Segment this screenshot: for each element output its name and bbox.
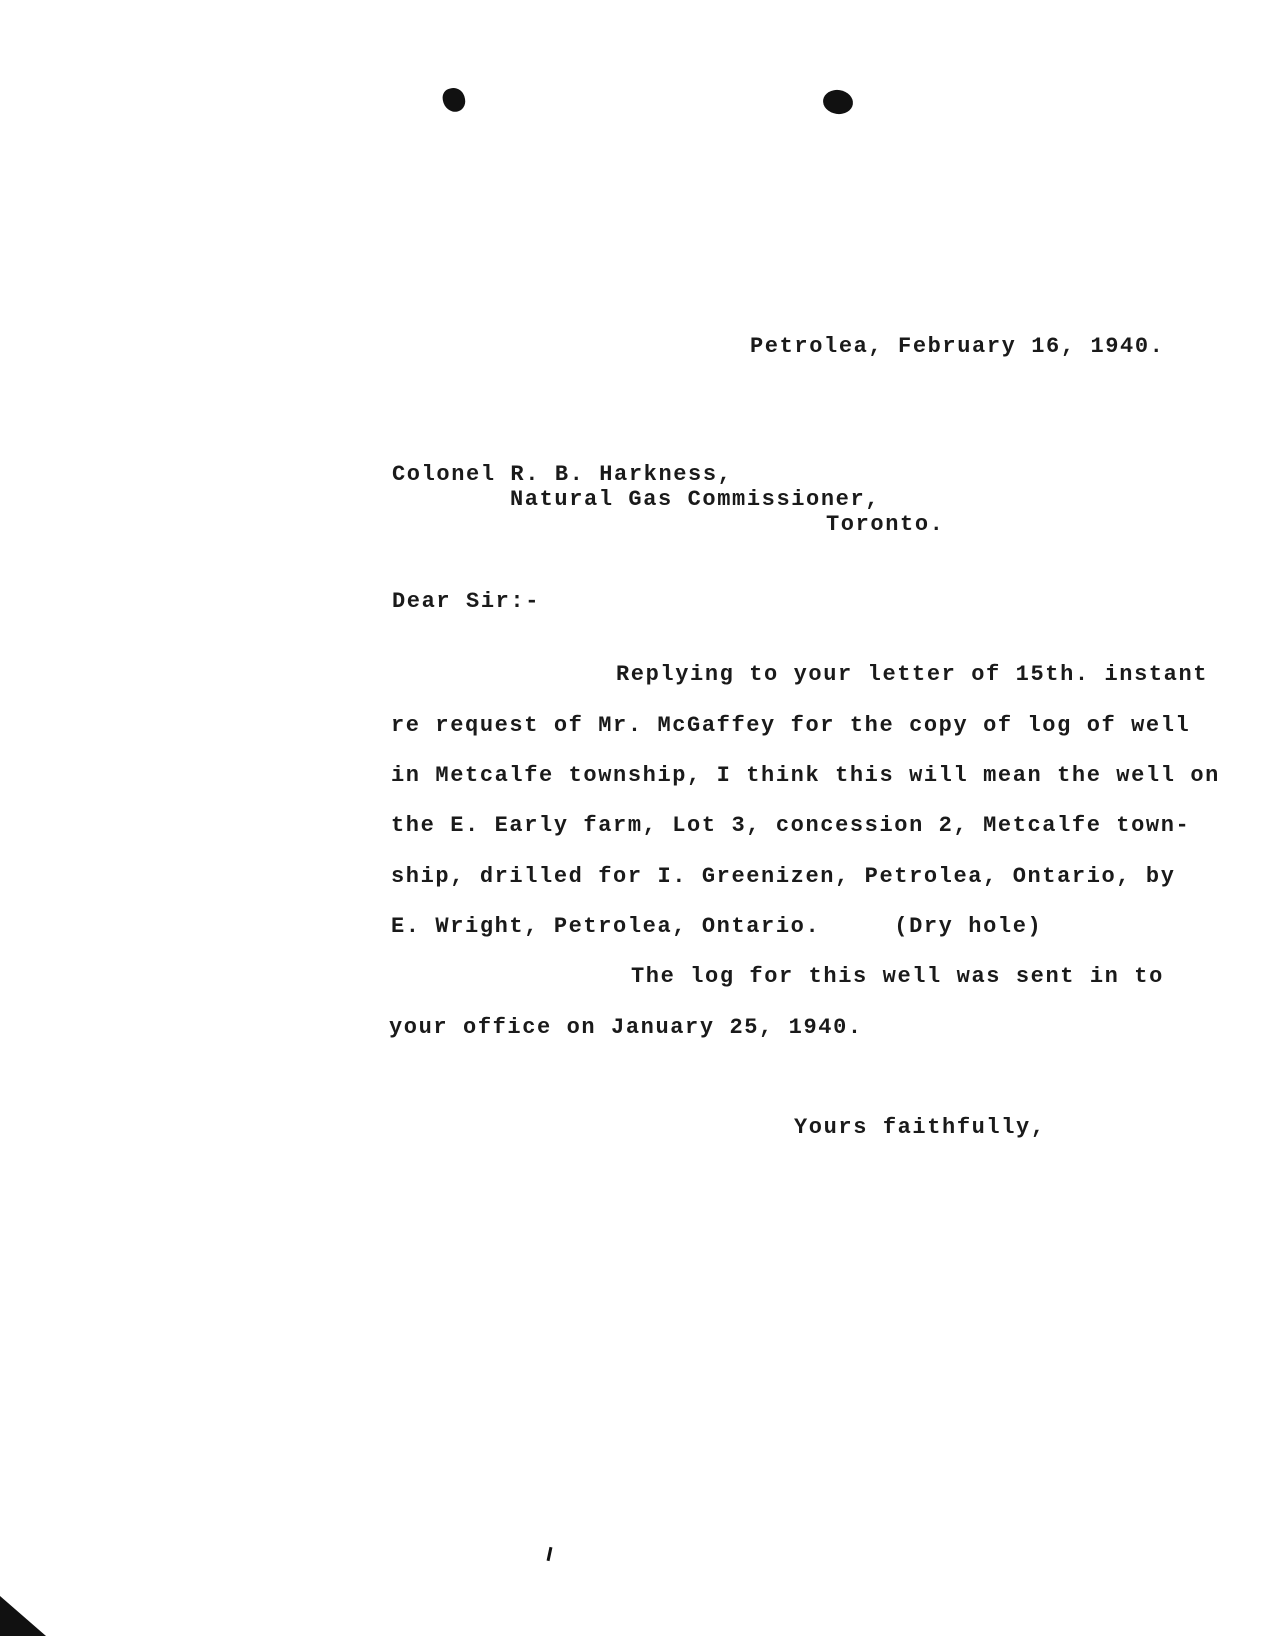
dateline: Petrolea, February 16, 1940. <box>750 334 1165 359</box>
body-line: The log for this well was sent in to <box>631 964 1164 989</box>
punch-hole-mark-right <box>821 88 854 116</box>
body-line: E. Wright, Petrolea, Ontario. (Dry hole) <box>391 914 1043 939</box>
recipient-city: Toronto. <box>826 512 945 537</box>
corner-mark <box>0 1596 46 1636</box>
closing: Yours faithfully, <box>794 1115 1046 1140</box>
body-line: Replying to your letter of 15th. instant <box>616 662 1209 687</box>
recipient-name: Colonel R. B. Harkness, <box>392 462 733 487</box>
body-line: ship, drilled for I. Greenizen, Petrolea, Ontario, by <box>391 864 1176 889</box>
recipient-title: Natural Gas Commissioner, <box>510 487 881 512</box>
body-line: re request of Mr. McGaffey for the copy of log of well <box>391 713 1191 738</box>
salutation: Dear Sir:- <box>392 589 541 614</box>
body-line: the E. Early farm, Lot 3, concession 2, Metcalfe town- <box>391 813 1191 838</box>
body-line: in Metcalfe township, I think this will mean the well on <box>391 763 1220 788</box>
stray-mark <box>547 1547 553 1561</box>
punch-hole-mark-left <box>441 86 467 113</box>
body-line: your office on January 25, 1940. <box>389 1015 863 1040</box>
